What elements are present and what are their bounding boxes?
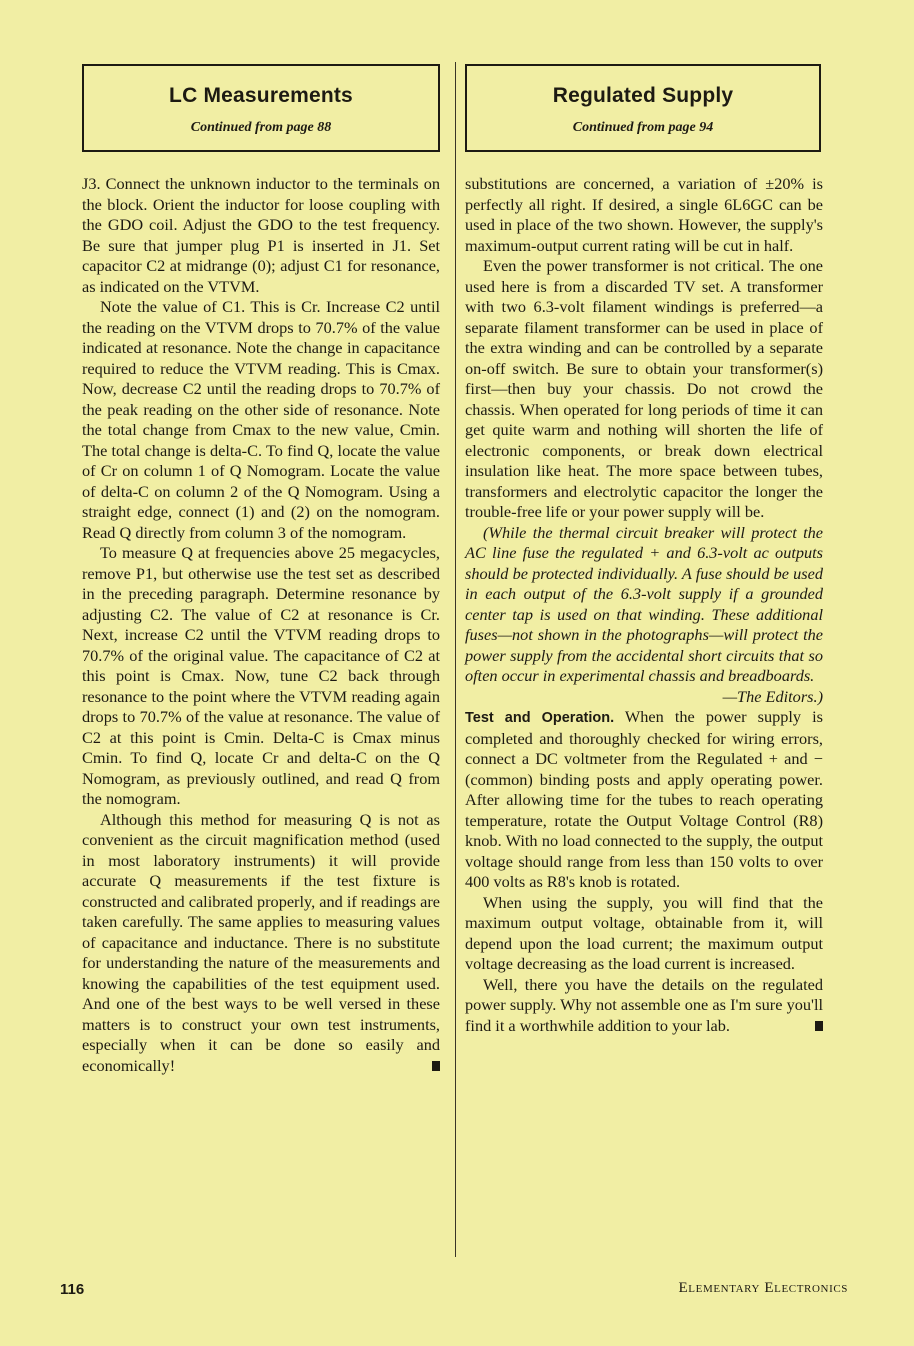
magazine-name: Elementary Electronics (678, 1280, 848, 1296)
body-paragraph: Note the value of C1. This is Cr. Increase C2 until the reading on the VTVM drops to 70.7% of the value indicated at resonance. Note the change in capacitance required to reduce the VTVM reading. This is Cmax. Now, decrease C2 until the reading drops to 70.7% of the peak reading on the other side of resonance. Note the total change from Cmax to the new value, Cmin. The total change is delta-C. To find Q, locate the value of Cr on column 1 of Q Nomogram. Locate the value of delta-C on column 2 of the Q Nomogram. Using a straight edge, connect (1) and (2) on the nomogram. Read Q directly from column 3 of the nomogram. (82, 297, 440, 542)
editors-note-text: (While the thermal circuit breaker will protect the AC line fuse the regulated + and 6.3-volt ac outputs should be protected individually. A fuse should be used in each output of the 6.3-volt supply if a grounded center tap is used on that winding. These additional fuses—not shown in the photographs—will protect the power supply from the accidental short circuits that so often occur in experimental chassis and breadboards. (465, 522, 823, 685)
body-paragraph: J3. Connect the unknown inductor to the terminals on the block. Orient the inductor for loose coupling with the GDO coil. Adjust the GDO to the test frequency. Be sure that jumper plug P1 is inserted in J1. Set capacitor C2 at midrange (0); adjust C1 for resonance, as indicated on the VTVM. (82, 174, 440, 296)
editors-signoff: —The Editors.) (722, 686, 823, 706)
section-runin-heading: Test and Operation. (465, 710, 615, 726)
continued-note: Continued from page 88 (190, 120, 332, 135)
article-title: LC Measurements (169, 84, 353, 107)
body-paragraph: Even the power transformer is not critical. The one used here is from a discarded TV set. A transformer with two 6.3-volt filament windings is preferred—a separate filament transformer can be used in place of the extra winding and can be controlled by a separate on-off switch. Be sure to obtain your transformer(s) first—then buy your chassis. Do not crowd the chassis. When operated for long periods of time it can get quite warm and nothing will shorten the life of electronic components, or break down electrical insulation like heat. The more space between tubes, transformers and electrolytic capacitor the longer the trouble-free life or your power supply will be. (465, 256, 823, 521)
body-paragraph: To measure Q at frequencies above 25 megacycles, remove P1, but otherwise use the test set as described in the preceding paragraph. Determine resonance by adjusting C2. The value of C2 at resonance is Cr. Next, increase C2 until the VTVM reading drops to 70.7% of the original value. The capacitance of C2 at this point is Cmax. Now, tune C2 back through resonance to the point where the VTVM reading again drops to 70.7% of the value at resonance. The value of C2 at this point is Cmin. Delta-C is Cmax minus Cmin. To find Q, locate Cr and delta-C on the Q Nomogram, as previously outlined, and read Q from the nomogram. (82, 543, 440, 808)
body-paragraph (82, 810, 440, 1077)
regulated-supply-body (465, 174, 823, 1036)
end-of-article-mark (815, 1021, 823, 1031)
body-paragraph (465, 975, 823, 1037)
body-paragraph: substitutions are concerned, a variation of ±20% is perfectly all right. If desired, a single 6L6GC can be used in place of the two shown. However, the supply's maximum-output current rating will be cut in half. (465, 174, 823, 255)
regulated-supply-header (465, 64, 821, 152)
lc-measurements-body (82, 174, 440, 1076)
article-title: Regulated Supply (552, 84, 734, 107)
lc-measurements-header (82, 64, 440, 152)
end-of-article-mark (432, 1061, 440, 1071)
body-paragraph-text: Well, there you have the details on the regulated power supply. Why not assemble one as I'm sure you'll find it a worthwhile addition to your lab. (465, 974, 823, 1035)
body-paragraph (465, 707, 823, 893)
body-paragraph-text: When the power supply is completed and thoroughly checked for wiring errors, connect a DC voltmeter from the Regulated + and − (common) binding posts and apply operating power. After allowing time for the tubes to reach operating temperature, rotate the Output Voltage Control (R8) knob. With no load connected to the supply, the output voltage should range from less than 150 volts to over 400 volts as R8's knob is rotated. (465, 707, 823, 891)
continued-note: Continued from page 94 (572, 120, 714, 135)
column-divider (455, 62, 456, 1257)
body-paragraph: When using the supply, you will find that the maximum output voltage, obtainable from it, will depend upon the load current; the maximum output voltage decreasing as the load current is increased. (465, 892, 823, 973)
body-paragraph-text: Although this method for measuring Q is not as convenient as the circuit magnification method (used in most laboratory instruments) it will provide accurate Q measurements if the test fixture is constructed and calibrated properly, and if readings are taken carefully. The same applies to measuring values of capacitance and inductance. There is no substitute for understanding the nature of the measurements and knowing the capabilities of the test equipment used. And one of the best ways to be well versed in these matters is to construct your own test instruments, especially when it can be done so easily and economically! (82, 809, 440, 1075)
editors-note (465, 523, 823, 708)
page-number: 116 (60, 1281, 85, 1298)
